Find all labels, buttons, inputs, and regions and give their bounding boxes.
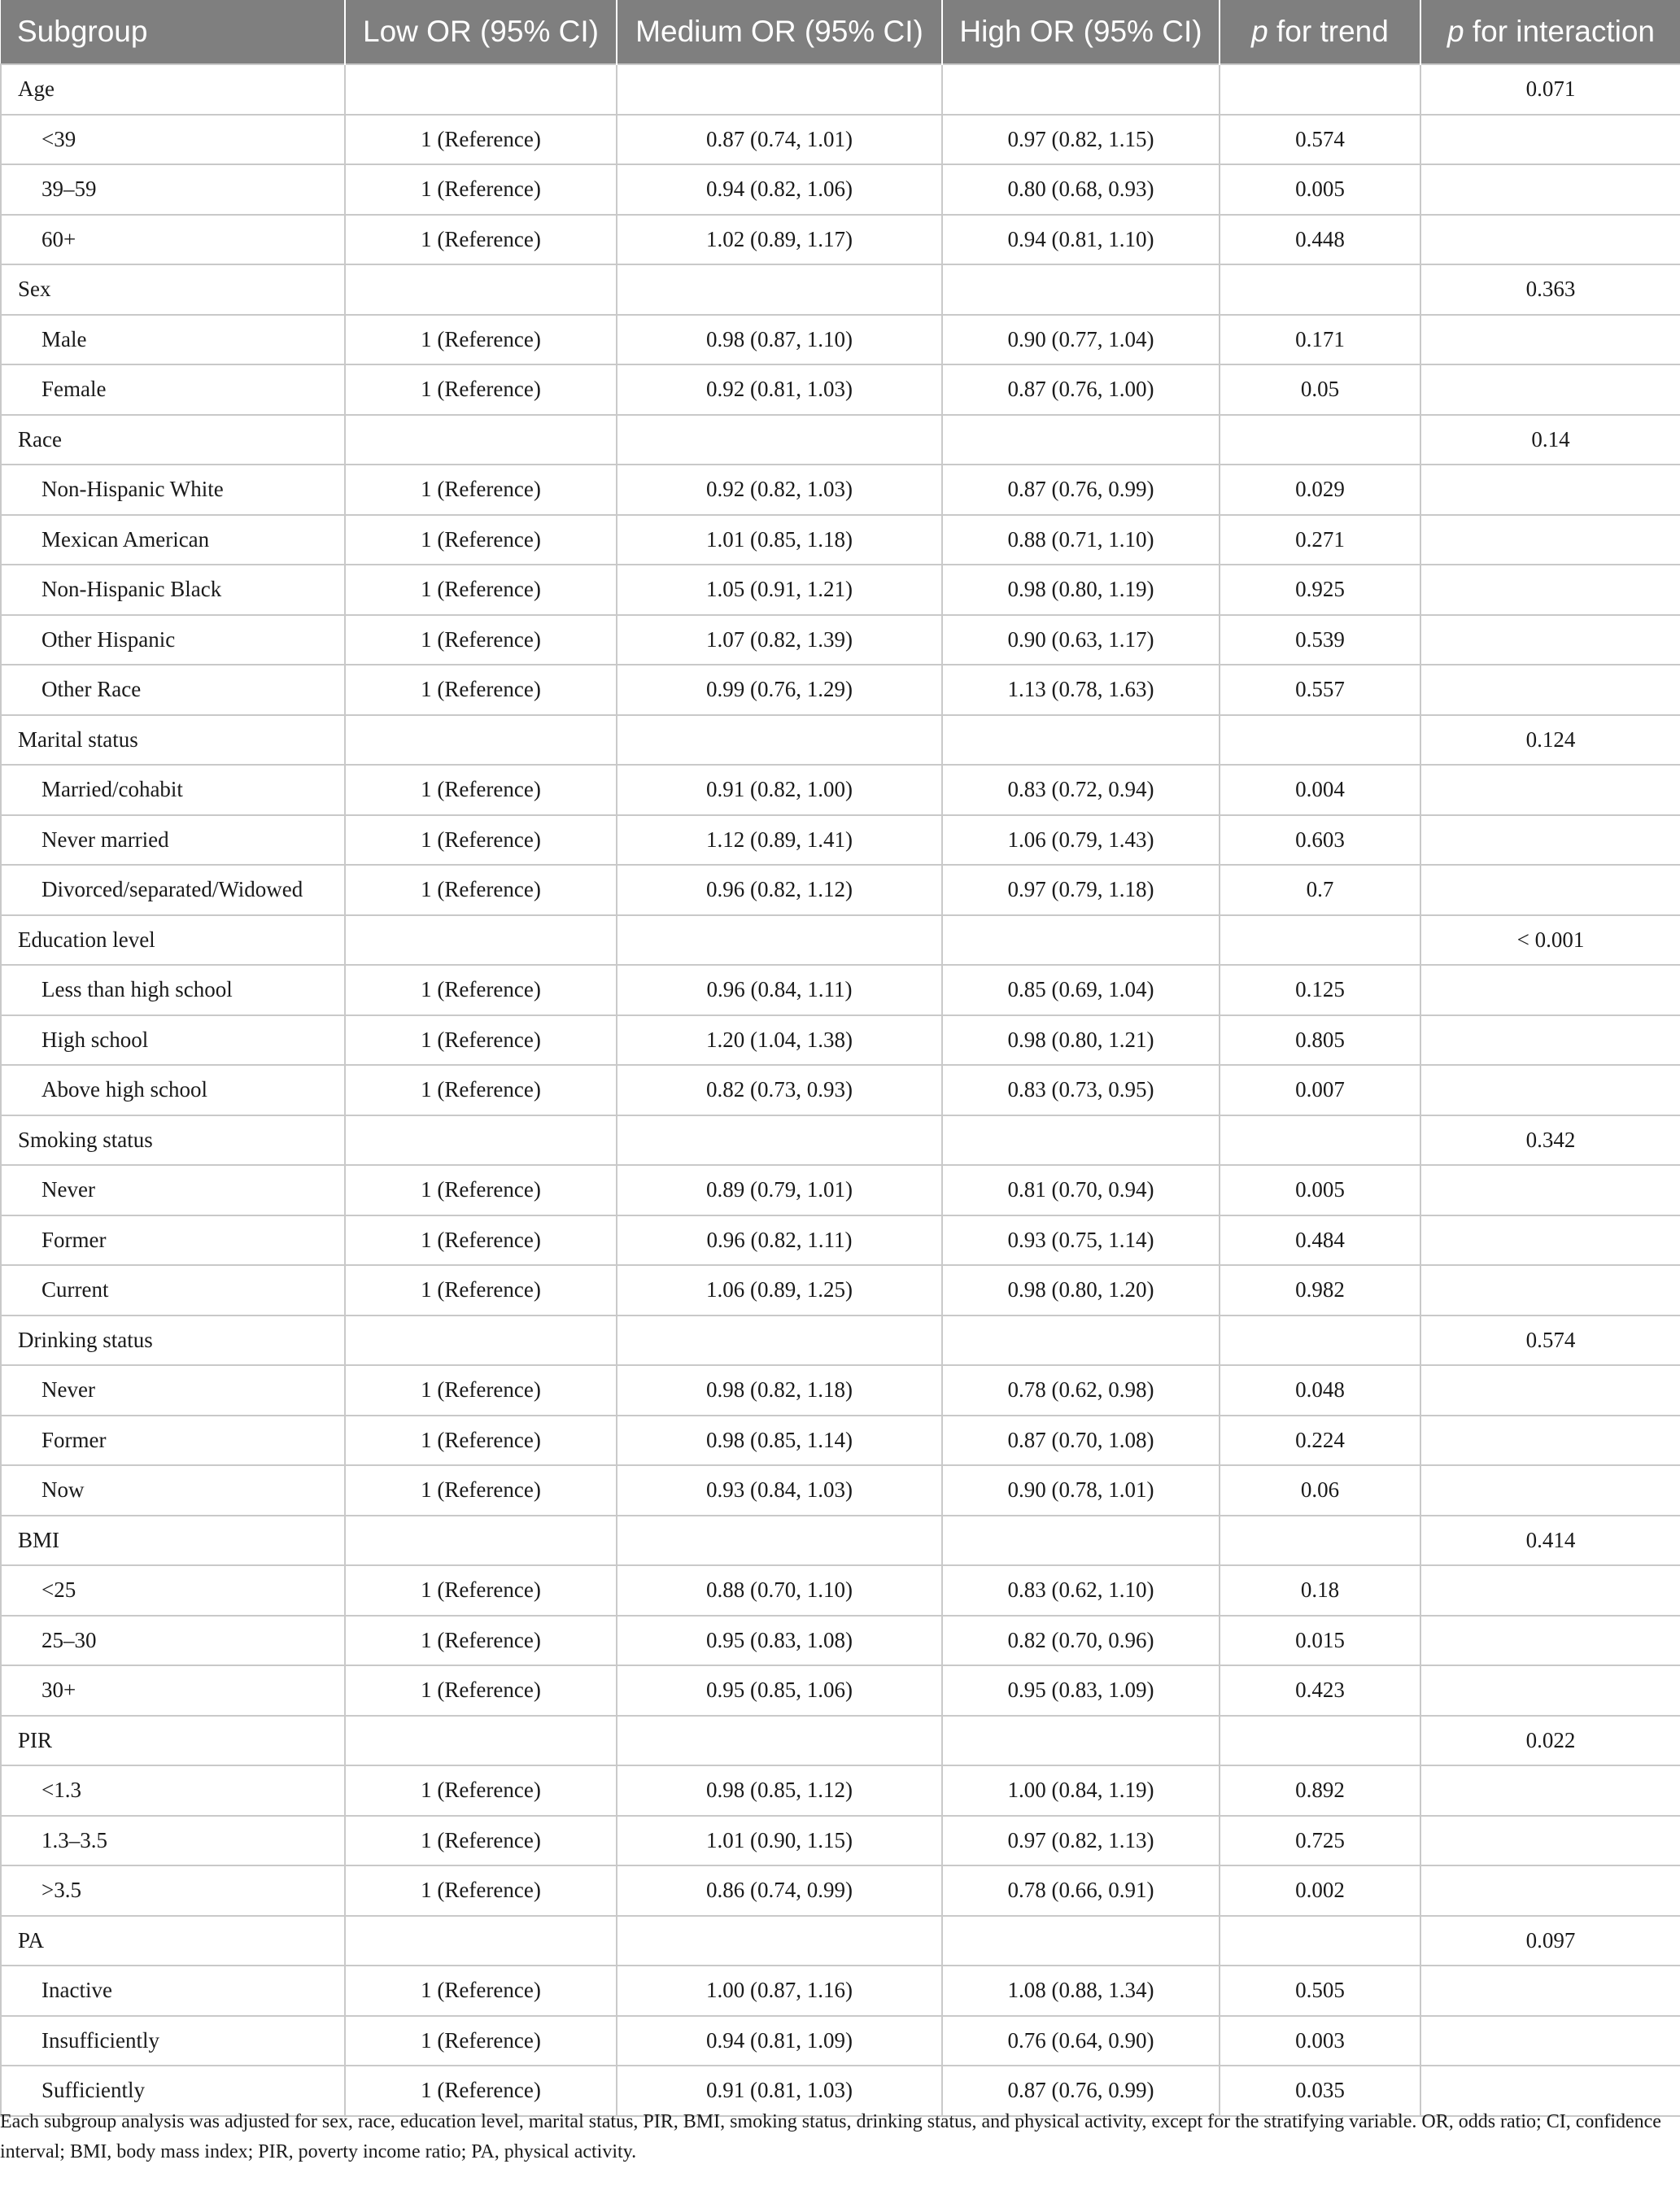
table-row xyxy=(1,1165,1680,1215)
cell-medium-or: 0.99 (0.76, 1.29) xyxy=(617,665,942,715)
cell-subgroup: Female xyxy=(1,364,345,415)
cell-high-or xyxy=(942,915,1220,966)
cell-subgroup: Never married xyxy=(1,815,345,866)
cell-medium-or: 0.91 (0.81, 1.03) xyxy=(617,2066,942,2116)
table-row xyxy=(1,315,1680,365)
cell-subgroup: Non-Hispanic White xyxy=(1,465,345,515)
cell-high-or: 0.90 (0.77, 1.04) xyxy=(942,315,1220,365)
cell-p-trend: 0.271 xyxy=(1220,515,1420,565)
cell-p-trend: 0.05 xyxy=(1220,364,1420,415)
cell-low-or: 1 (Reference) xyxy=(345,1865,617,1916)
cell-p-interaction xyxy=(1420,1616,1680,1666)
cell-high-or: 0.87 (0.76, 1.00) xyxy=(942,364,1220,415)
cell-medium-or: 1.01 (0.90, 1.15) xyxy=(617,1816,942,1866)
cell-p-interaction xyxy=(1420,1365,1680,1416)
cell-high-or: 0.88 (0.71, 1.10) xyxy=(942,515,1220,565)
cell-subgroup: 39–59 xyxy=(1,164,345,215)
cell-p-trend: 0.002 xyxy=(1220,1865,1420,1916)
cell-low-or: 1 (Reference) xyxy=(345,1416,617,1466)
cell-p-trend xyxy=(1220,915,1420,966)
cell-medium-or: 0.98 (0.87, 1.10) xyxy=(617,315,942,365)
cell-p-interaction xyxy=(1420,1465,1680,1516)
cell-subgroup: <39 xyxy=(1,115,345,165)
cell-medium-or: 0.96 (0.82, 1.11) xyxy=(617,1215,942,1266)
cell-low-or: 1 (Reference) xyxy=(345,515,617,565)
cell-medium-or: 0.98 (0.82, 1.18) xyxy=(617,1365,942,1416)
cell-subgroup: >3.5 xyxy=(1,1865,345,1916)
table-row xyxy=(1,1765,1680,1816)
cell-high-or: 0.90 (0.63, 1.17) xyxy=(942,615,1220,665)
group-header-row xyxy=(1,715,1680,766)
cell-high-or: 0.90 (0.78, 1.01) xyxy=(942,1465,1220,1516)
cell-medium-or xyxy=(617,1115,942,1166)
cell-medium-or xyxy=(617,1716,942,1766)
cell-low-or: 1 (Reference) xyxy=(345,465,617,515)
cell-low-or xyxy=(345,1316,617,1366)
cell-subgroup: Inactive xyxy=(1,1966,345,2016)
cell-p-interaction: < 0.001 xyxy=(1420,915,1680,966)
cell-p-trend xyxy=(1220,1916,1420,1966)
header-p-letter: p xyxy=(1447,15,1464,48)
table-row xyxy=(1,1365,1680,1416)
cell-p-interaction xyxy=(1420,1265,1680,1316)
cell-high-or xyxy=(942,1716,1220,1766)
cell-p-interaction xyxy=(1420,1165,1680,1215)
cell-medium-or xyxy=(617,1316,942,1366)
cell-high-or: 1.00 (0.84, 1.19) xyxy=(942,1765,1220,1816)
cell-low-or xyxy=(345,715,617,766)
cell-p-interaction xyxy=(1420,115,1680,165)
cell-low-or: 1 (Reference) xyxy=(345,1015,617,1066)
cell-p-interaction xyxy=(1420,1565,1680,1616)
cell-p-trend: 0.003 xyxy=(1220,2016,1420,2066)
cell-medium-or: 0.87 (0.74, 1.01) xyxy=(617,115,942,165)
cell-p-interaction xyxy=(1420,1416,1680,1466)
cell-medium-or: 0.98 (0.85, 1.12) xyxy=(617,1765,942,1816)
cell-low-or: 1 (Reference) xyxy=(345,565,617,615)
table-row xyxy=(1,1966,1680,2016)
header-p-for-interaction xyxy=(1420,0,1680,64)
cell-low-or xyxy=(345,915,617,966)
cell-p-trend: 0.06 xyxy=(1220,1465,1420,1516)
cell-p-trend: 0.048 xyxy=(1220,1365,1420,1416)
cell-subgroup: <1.3 xyxy=(1,1765,345,1816)
cell-p-trend xyxy=(1220,64,1420,115)
cell-subgroup: Non-Hispanic Black xyxy=(1,565,345,615)
cell-high-or: 0.81 (0.70, 0.94) xyxy=(942,1165,1220,1215)
cell-p-trend: 0.125 xyxy=(1220,965,1420,1015)
header-p-letter: p xyxy=(1251,15,1268,48)
cell-low-or: 1 (Reference) xyxy=(345,1565,617,1616)
cell-subgroup: Above high school xyxy=(1,1065,345,1115)
cell-subgroup: Mexican American xyxy=(1,515,345,565)
group-header-row xyxy=(1,415,1680,465)
cell-high-or: 0.82 (0.70, 0.96) xyxy=(942,1616,1220,1666)
cell-high-or: 0.97 (0.79, 1.18) xyxy=(942,865,1220,915)
cell-high-or: 0.87 (0.76, 0.99) xyxy=(942,2066,1220,2116)
cell-medium-or: 0.82 (0.73, 0.93) xyxy=(617,1065,942,1115)
cell-medium-or: 0.98 (0.85, 1.14) xyxy=(617,1416,942,1466)
cell-subgroup: Education level xyxy=(1,915,345,966)
cell-low-or: 1 (Reference) xyxy=(345,1765,617,1816)
group-header-row xyxy=(1,915,1680,966)
cell-subgroup: Current xyxy=(1,1265,345,1316)
cell-high-or xyxy=(942,264,1220,315)
cell-p-trend: 0.005 xyxy=(1220,164,1420,215)
cell-medium-or: 0.88 (0.70, 1.10) xyxy=(617,1565,942,1616)
cell-p-trend: 0.725 xyxy=(1220,1816,1420,1866)
cell-high-or xyxy=(942,64,1220,115)
cell-low-or: 1 (Reference) xyxy=(345,1365,617,1416)
cell-low-or: 1 (Reference) xyxy=(345,765,617,815)
cell-subgroup: Married/cohabit xyxy=(1,765,345,815)
cell-p-interaction: 0.097 xyxy=(1420,1916,1680,1966)
cell-high-or: 0.94 (0.81, 1.10) xyxy=(942,215,1220,265)
table-row xyxy=(1,615,1680,665)
cell-medium-or: 0.96 (0.82, 1.12) xyxy=(617,865,942,915)
cell-high-or: 0.76 (0.64, 0.90) xyxy=(942,2016,1220,2066)
cell-p-trend: 0.18 xyxy=(1220,1565,1420,1616)
cell-subgroup: High school xyxy=(1,1015,345,1066)
cell-medium-or xyxy=(617,264,942,315)
group-header-row xyxy=(1,1916,1680,1966)
table-row xyxy=(1,215,1680,265)
cell-p-interaction xyxy=(1420,815,1680,866)
cell-p-interaction xyxy=(1420,465,1680,515)
cell-subgroup: Less than high school xyxy=(1,965,345,1015)
cell-low-or: 1 (Reference) xyxy=(345,1165,617,1215)
cell-medium-or: 1.01 (0.85, 1.18) xyxy=(617,515,942,565)
cell-high-or: 0.78 (0.62, 0.98) xyxy=(942,1365,1220,1416)
header-p-for-trend xyxy=(1220,0,1420,64)
cell-high-or: 0.97 (0.82, 1.15) xyxy=(942,115,1220,165)
cell-medium-or: 0.86 (0.74, 0.99) xyxy=(617,1865,942,1916)
cell-medium-or: 0.93 (0.84, 1.03) xyxy=(617,1465,942,1516)
cell-medium-or xyxy=(617,915,942,966)
cell-high-or: 0.83 (0.73, 0.95) xyxy=(942,1065,1220,1115)
cell-subgroup: Former xyxy=(1,1416,345,1466)
header-row xyxy=(1,0,1680,64)
cell-subgroup: 30+ xyxy=(1,1665,345,1716)
header-subgroup: Subgroup xyxy=(1,0,345,64)
table-row xyxy=(1,815,1680,866)
cell-low-or xyxy=(345,264,617,315)
cell-subgroup: Never xyxy=(1,1365,345,1416)
table-row xyxy=(1,1265,1680,1316)
cell-p-trend xyxy=(1220,1316,1420,1366)
cell-p-trend xyxy=(1220,715,1420,766)
cell-medium-or: 1.06 (0.89, 1.25) xyxy=(617,1265,942,1316)
cell-low-or xyxy=(345,1516,617,1566)
cell-medium-or: 0.95 (0.85, 1.06) xyxy=(617,1665,942,1716)
table-row xyxy=(1,565,1680,615)
group-header-row xyxy=(1,1716,1680,1766)
cell-subgroup: 60+ xyxy=(1,215,345,265)
cell-subgroup: Age xyxy=(1,64,345,115)
cell-high-or: 0.83 (0.62, 1.10) xyxy=(942,1565,1220,1616)
cell-low-or: 1 (Reference) xyxy=(345,2016,617,2066)
cell-medium-or xyxy=(617,64,942,115)
cell-p-trend: 0.539 xyxy=(1220,615,1420,665)
cell-p-interaction xyxy=(1420,615,1680,665)
cell-high-or xyxy=(942,1516,1220,1566)
cell-p-trend xyxy=(1220,1115,1420,1166)
cell-p-trend: 0.484 xyxy=(1220,1215,1420,1266)
table-row xyxy=(1,765,1680,815)
cell-p-interaction: 0.363 xyxy=(1420,264,1680,315)
cell-high-or: 0.98 (0.80, 1.19) xyxy=(942,565,1220,615)
cell-low-or: 1 (Reference) xyxy=(345,1215,617,1266)
cell-high-or xyxy=(942,1316,1220,1366)
cell-p-interaction: 0.414 xyxy=(1420,1516,1680,1566)
cell-high-or xyxy=(942,715,1220,766)
cell-p-interaction: 0.124 xyxy=(1420,715,1680,766)
cell-subgroup: 25–30 xyxy=(1,1616,345,1666)
cell-subgroup: Drinking status xyxy=(1,1316,345,1366)
group-header-row xyxy=(1,1516,1680,1566)
cell-low-or: 1 (Reference) xyxy=(345,1465,617,1516)
cell-low-or xyxy=(345,1716,617,1766)
cell-medium-or: 1.20 (1.04, 1.38) xyxy=(617,1015,942,1066)
cell-medium-or: 0.94 (0.82, 1.06) xyxy=(617,164,942,215)
cell-medium-or: 1.07 (0.82, 1.39) xyxy=(617,615,942,665)
cell-high-or: 0.78 (0.66, 0.91) xyxy=(942,1865,1220,1916)
group-header-row xyxy=(1,264,1680,315)
cell-low-or xyxy=(345,415,617,465)
cell-p-trend: 0.004 xyxy=(1220,765,1420,815)
table-row xyxy=(1,1665,1680,1716)
table-row xyxy=(1,1215,1680,1266)
table-row xyxy=(1,865,1680,915)
table-row xyxy=(1,1465,1680,1516)
cell-subgroup: Race xyxy=(1,415,345,465)
cell-subgroup: 1.3–3.5 xyxy=(1,1816,345,1866)
cell-p-trend xyxy=(1220,264,1420,315)
cell-p-trend: 0.029 xyxy=(1220,465,1420,515)
cell-p-interaction xyxy=(1420,1665,1680,1716)
cell-p-interaction xyxy=(1420,1015,1680,1066)
cell-medium-or: 1.05 (0.91, 1.21) xyxy=(617,565,942,615)
cell-subgroup: Other Hispanic xyxy=(1,615,345,665)
cell-subgroup: <25 xyxy=(1,1565,345,1616)
cell-subgroup: PIR xyxy=(1,1716,345,1766)
cell-low-or: 1 (Reference) xyxy=(345,115,617,165)
cell-high-or xyxy=(942,415,1220,465)
table-row xyxy=(1,465,1680,515)
cell-subgroup: Now xyxy=(1,1465,345,1516)
cell-p-interaction xyxy=(1420,1765,1680,1816)
header-low-or: Low OR (95% CI) xyxy=(345,0,617,64)
cell-medium-or: 0.95 (0.83, 1.08) xyxy=(617,1616,942,1666)
cell-high-or xyxy=(942,1115,1220,1166)
cell-p-trend: 0.448 xyxy=(1220,215,1420,265)
table-row xyxy=(1,364,1680,415)
cell-p-interaction xyxy=(1420,665,1680,715)
table-row xyxy=(1,2016,1680,2066)
table-row xyxy=(1,965,1680,1015)
cell-p-interaction: 0.574 xyxy=(1420,1316,1680,1366)
cell-p-interaction xyxy=(1420,215,1680,265)
cell-subgroup: BMI xyxy=(1,1516,345,1566)
cell-medium-or: 1.12 (0.89, 1.41) xyxy=(617,815,942,866)
cell-p-interaction xyxy=(1420,1865,1680,1916)
cell-medium-or: 1.00 (0.87, 1.16) xyxy=(617,1966,942,2016)
cell-high-or: 1.06 (0.79, 1.43) xyxy=(942,815,1220,866)
cell-low-or: 1 (Reference) xyxy=(345,215,617,265)
cell-p-interaction: 0.14 xyxy=(1420,415,1680,465)
cell-medium-or: 0.96 (0.84, 1.11) xyxy=(617,965,942,1015)
cell-p-trend: 0.007 xyxy=(1220,1065,1420,1115)
table-footnote: Each subgroup analysis was adjusted for sex, race, education level, marital status, PIR, BMI, smoking status, drinking status, and physical activity, except for the stratifying variable. OR, odds ratio; CI, confidence interval; BMI, body mass index; PIR, poverty income ratio; PA, physical activity. xyxy=(0,2111,1661,2162)
cell-p-trend: 0.805 xyxy=(1220,1015,1420,1066)
cell-medium-or: 1.02 (0.89, 1.17) xyxy=(617,215,942,265)
cell-p-interaction xyxy=(1420,565,1680,615)
table-row xyxy=(1,515,1680,565)
table-row xyxy=(1,1616,1680,1666)
header-interaction-text: for interaction xyxy=(1464,15,1656,48)
cell-subgroup: Former xyxy=(1,1215,345,1266)
cell-p-trend: 0.505 xyxy=(1220,1966,1420,2016)
cell-p-interaction xyxy=(1420,765,1680,815)
cell-low-or: 1 (Reference) xyxy=(345,2066,617,2116)
cell-medium-or xyxy=(617,415,942,465)
cell-subgroup: Divorced/separated/Widowed xyxy=(1,865,345,915)
cell-subgroup: Smoking status xyxy=(1,1115,345,1166)
table-row xyxy=(1,1865,1680,1916)
cell-low-or: 1 (Reference) xyxy=(345,1816,617,1866)
cell-low-or: 1 (Reference) xyxy=(345,1966,617,2016)
cell-low-or: 1 (Reference) xyxy=(345,315,617,365)
cell-subgroup: Sex xyxy=(1,264,345,315)
cell-high-or: 1.08 (0.88, 1.34) xyxy=(942,1966,1220,2016)
cell-p-interaction xyxy=(1420,364,1680,415)
cell-p-trend: 0.035 xyxy=(1220,2066,1420,2116)
table-row xyxy=(1,1816,1680,1866)
cell-p-interaction xyxy=(1420,164,1680,215)
table-header xyxy=(1,0,1680,64)
cell-low-or: 1 (Reference) xyxy=(345,1616,617,1666)
cell-p-interaction xyxy=(1420,515,1680,565)
cell-p-trend: 0.892 xyxy=(1220,1765,1420,1816)
header-high-or: High OR (95% CI) xyxy=(942,0,1220,64)
cell-p-trend xyxy=(1220,1516,1420,1566)
cell-p-interaction: 0.022 xyxy=(1420,1716,1680,1766)
cell-low-or xyxy=(345,1115,617,1166)
table-row xyxy=(1,665,1680,715)
table-row xyxy=(1,164,1680,215)
cell-p-interaction xyxy=(1420,1816,1680,1866)
cell-high-or: 0.87 (0.76, 0.99) xyxy=(942,465,1220,515)
cell-high-or: 0.97 (0.82, 1.13) xyxy=(942,1816,1220,1866)
cell-p-trend: 0.7 xyxy=(1220,865,1420,915)
cell-subgroup: Marital status xyxy=(1,715,345,766)
cell-low-or xyxy=(345,1916,617,1966)
cell-high-or: 0.98 (0.80, 1.21) xyxy=(942,1015,1220,1066)
cell-medium-or: 0.92 (0.81, 1.03) xyxy=(617,364,942,415)
cell-p-trend: 0.171 xyxy=(1220,315,1420,365)
cell-p-interaction: 0.071 xyxy=(1420,64,1680,115)
table-row xyxy=(1,1565,1680,1616)
cell-low-or: 1 (Reference) xyxy=(345,1265,617,1316)
cell-p-trend: 0.224 xyxy=(1220,1416,1420,1466)
cell-medium-or: 0.89 (0.79, 1.01) xyxy=(617,1165,942,1215)
cell-medium-or: 0.94 (0.81, 1.09) xyxy=(617,2016,942,2066)
cell-high-or xyxy=(942,1916,1220,1966)
cell-p-trend: 0.557 xyxy=(1220,665,1420,715)
cell-p-interaction: 0.342 xyxy=(1420,1115,1680,1166)
cell-p-trend: 0.015 xyxy=(1220,1616,1420,1666)
cell-p-interaction xyxy=(1420,1065,1680,1115)
cell-low-or: 1 (Reference) xyxy=(345,1665,617,1716)
cell-p-trend: 0.982 xyxy=(1220,1265,1420,1316)
cell-low-or: 1 (Reference) xyxy=(345,164,617,215)
cell-high-or: 0.98 (0.80, 1.20) xyxy=(942,1265,1220,1316)
cell-low-or: 1 (Reference) xyxy=(345,364,617,415)
cell-high-or: 0.85 (0.69, 1.04) xyxy=(942,965,1220,1015)
cell-p-interaction xyxy=(1420,315,1680,365)
cell-subgroup: Sufficiently xyxy=(1,2066,345,2116)
cell-low-or: 1 (Reference) xyxy=(345,815,617,866)
cell-high-or: 0.83 (0.72, 0.94) xyxy=(942,765,1220,815)
cell-low-or: 1 (Reference) xyxy=(345,1065,617,1115)
cell-p-trend: 0.925 xyxy=(1220,565,1420,615)
cell-low-or xyxy=(345,64,617,115)
cell-p-trend: 0.574 xyxy=(1220,115,1420,165)
cell-low-or: 1 (Reference) xyxy=(345,865,617,915)
header-trend-text: for trend xyxy=(1268,15,1389,48)
table-row xyxy=(1,1416,1680,1466)
cell-p-interaction xyxy=(1420,1966,1680,2016)
cell-subgroup: Male xyxy=(1,315,345,365)
cell-high-or: 1.13 (0.78, 1.63) xyxy=(942,665,1220,715)
cell-p-trend xyxy=(1220,1716,1420,1766)
cell-low-or: 1 (Reference) xyxy=(345,665,617,715)
cell-medium-or xyxy=(617,715,942,766)
table-row xyxy=(1,115,1680,165)
cell-p-trend: 0.423 xyxy=(1220,1665,1420,1716)
header-medium-or: Medium OR (95% CI) xyxy=(617,0,942,64)
cell-p-interaction xyxy=(1420,965,1680,1015)
cell-p-interaction xyxy=(1420,865,1680,915)
table-body xyxy=(1,64,1680,2116)
cell-subgroup: PA xyxy=(1,1916,345,1966)
cell-p-trend xyxy=(1220,415,1420,465)
group-header-row xyxy=(1,1316,1680,1366)
cell-medium-or: 0.91 (0.82, 1.00) xyxy=(617,765,942,815)
table-row xyxy=(1,1065,1680,1115)
cell-p-trend: 0.005 xyxy=(1220,1165,1420,1215)
group-header-row xyxy=(1,1115,1680,1166)
cell-low-or: 1 (Reference) xyxy=(345,965,617,1015)
cell-high-or: 0.87 (0.70, 1.08) xyxy=(942,1416,1220,1466)
table-row xyxy=(1,1015,1680,1066)
cell-subgroup: Other Race xyxy=(1,665,345,715)
cell-low-or: 1 (Reference) xyxy=(345,615,617,665)
cell-subgroup: Never xyxy=(1,1165,345,1215)
cell-medium-or xyxy=(617,1916,942,1966)
group-header-row xyxy=(1,64,1680,115)
cell-high-or: 0.95 (0.83, 1.09) xyxy=(942,1665,1220,1716)
cell-p-interaction xyxy=(1420,1215,1680,1266)
cell-subgroup: Insufficiently xyxy=(1,2016,345,2066)
cell-p-interaction xyxy=(1420,2016,1680,2066)
cell-medium-or: 0.92 (0.82, 1.03) xyxy=(617,465,942,515)
cell-high-or: 0.80 (0.68, 0.93) xyxy=(942,164,1220,215)
cell-medium-or xyxy=(617,1516,942,1566)
cell-p-trend: 0.603 xyxy=(1220,815,1420,866)
cell-high-or: 0.93 (0.75, 1.14) xyxy=(942,1215,1220,1266)
